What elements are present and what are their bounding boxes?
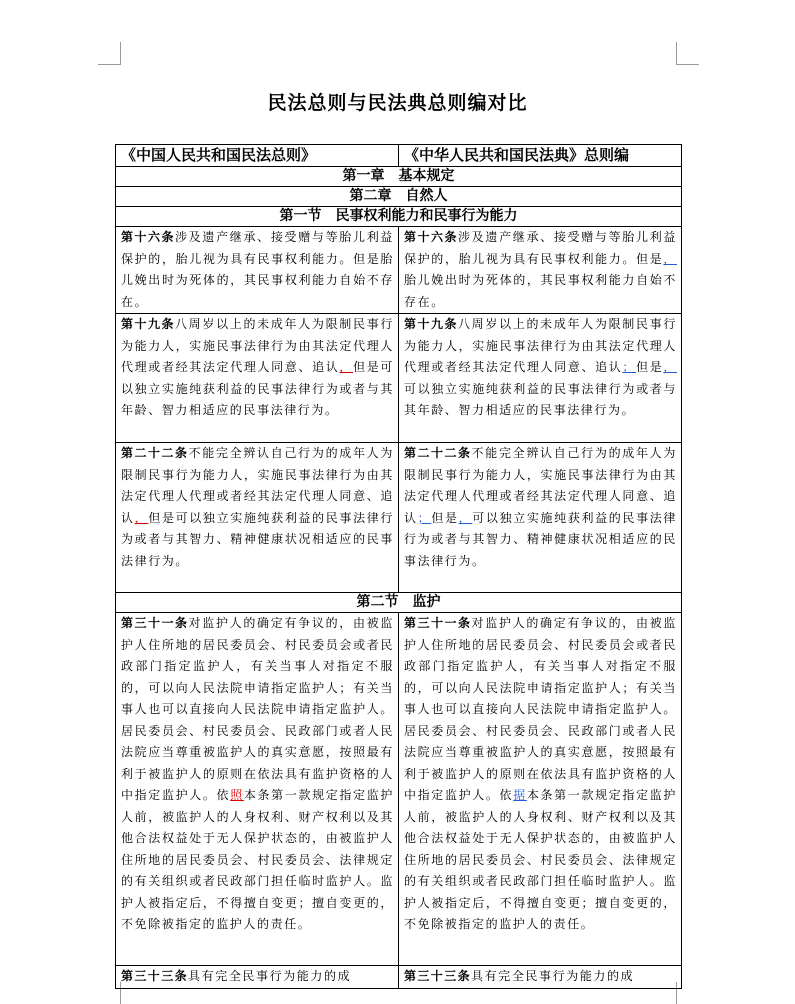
section-row — [116, 593, 682, 613]
header-right: 《中华人民共和国民法典》总则编 — [399, 145, 682, 167]
chapter-row — [116, 167, 682, 187]
article-number: 第十九条 — [404, 317, 458, 331]
article-text: 可以独立实施纯获利益的民事法律行为或者与其年龄、智力相适应的民事法律行为。 — [404, 381, 677, 417]
article-31-left — [116, 613, 399, 966]
article-number: 第十六条 — [404, 230, 458, 244]
article-16-left — [116, 227, 399, 314]
article-text: 但是可以独立实施纯获利益的民事法律行为或者与其年龄、智力相适应的民事法律行为。 — [121, 360, 394, 417]
section-2-heading: 第二节 监护 — [116, 593, 682, 613]
revision-mark: ， — [663, 360, 677, 374]
table-header-row — [116, 145, 682, 167]
article-text: 不能完全辨认自己行为的成年人为限制民事行为能力人，实施民事法律行为由其法定代理人代理或者经其法定代理人同意、追认 — [404, 446, 677, 525]
article-text: 涉及遗产继承、接受赠与等胎儿利益保护的，胎儿视为具有民事权利能力。但是 — [404, 230, 677, 266]
article-row-22 — [116, 443, 682, 593]
document-title: 民法总则与民法典总则编对比 — [267, 92, 528, 114]
article-text: 八周岁以上的未成年人为限制民事行为能力人，实施民事法律行为由其法定代理人代理或者经其法定代理人同意、追认 — [404, 317, 677, 374]
article-row-31 — [116, 613, 682, 966]
article-31-right — [399, 613, 682, 966]
article-text: 但是 — [431, 510, 459, 525]
section-row — [116, 207, 682, 227]
article-text: 对监护人的确定有争议的，由被监护人住所地的居民委员会、村民委员会或者民政部门指定监护人，有关当事人对指定不服的，可以向人民法院申请指定监护人；有关当事人也可以直接向人民法院申请指定监护人。居民委员会、村民委员会、民政部门或者人民法院应当尊重被监护人的真实意愿，按照最有利于被监护人的原则在依法具有监护资格的人中指定监护人。依 — [404, 616, 677, 802]
article-33-left — [116, 966, 399, 989]
article-19-left — [116, 314, 399, 443]
article-number: 第二十二条 — [121, 446, 189, 460]
page-corner-top-right — [676, 42, 699, 65]
header-left: 《中国人民共和国民法总则》 — [116, 145, 399, 167]
article-row-16 — [116, 227, 682, 314]
article-number: 第三十一条 — [121, 616, 189, 630]
article-22-left — [116, 443, 399, 593]
revision-mark: 据 — [513, 788, 527, 802]
article-number: 第十九条 — [121, 317, 175, 331]
article-text: 本条第一款规定指定监护人前，被监护人的人身权利、财产权利以及其他合法权益处于无人保护状态的，由被监护人住所地的居民委员会、村民委员会、法律规定的有关组织或者民政部门担任临时监护人。监护人被指定后，不得擅自变更；擅自变更的，不免除被指定的监护人的责任。 — [404, 788, 677, 931]
chapter-1-heading: 第一章 基本规定 — [116, 167, 682, 187]
page-corner-top-left — [98, 42, 121, 65]
article-number: 第三十三条 — [404, 969, 472, 983]
article-row-19 — [116, 314, 682, 443]
revision-mark: ； — [622, 360, 637, 374]
revision-mark: ， — [134, 510, 149, 525]
article-text: 具有完全民事行为能力的成 — [188, 969, 352, 983]
article-text: 但是 — [636, 360, 664, 374]
article-number: 第二十二条 — [404, 446, 472, 460]
article-text: 涉及遗产继承、接受赠与等胎儿利益保护的，胎儿视为具有民事权利能力。但是胎儿娩出时为死体的，其民事权利能力自始不存在。 — [121, 230, 394, 309]
article-33-right — [399, 966, 682, 989]
article-text: 八周岁以上的未成年人为限制民事行为能力人，实施民事法律行为由其法定代理人代理或者经其法定代理人同意、追认 — [121, 317, 394, 374]
article-number: 第十六条 — [121, 230, 175, 244]
revision-mark: ， — [339, 360, 354, 374]
article-text: 可以独立实施纯获利益的民事法律行为或者与其智力、精神健康状况相适应的民事法律行为。 — [404, 510, 677, 568]
article-text: 本条第一款规定指定监护人前，被监护人的人身权利、财产权利以及其他合法权益处于无人保护状态的，由被监护人住所地的居民委员会、村民委员会、法律规定的有关组织或者民政部门担任临时监护人。监护人被指定后，不得擅自变更；擅自变更的，不免除被指定的监护人的责任。 — [121, 788, 394, 931]
section-1-heading: 第一节 民事权利能力和民事行为能力 — [116, 207, 682, 227]
article-16-right — [399, 227, 682, 314]
article-text: 不能完全辨认自己行为的成年人为限制民事行为能力人，实施民事法律行为由其法定代理人代理或者经其法定代理人同意、追认 — [121, 446, 394, 525]
article-text: 具有完全民事行为能力的成 — [471, 969, 635, 983]
article-text: 对监护人的确定有争议的，由被监护人住所地的居民委员会、村民委员会或者民政部门指定监护人，有关当事人对指定不服的，可以向人民法院申请指定监护人；有关当事人也可以直接向人民法院申请指定监护人。居民委员会、村民委员会、民政部门或者人民法院应当尊重被监护人的真实意愿，按照最有利于被监护人的原则在依法具有监护资格的人中指定监护人。依 — [121, 616, 394, 802]
revision-mark: ， — [663, 251, 677, 266]
revision-mark: ； — [417, 510, 432, 525]
article-text: 胎儿娩出时为死体的，其民事权利能力自始不存在。 — [404, 273, 677, 309]
article-number: 第三十三条 — [121, 969, 189, 983]
chapter-2-heading: 第二章 自然人 — [116, 187, 682, 207]
comparison-table — [115, 144, 682, 989]
article-row-33 — [116, 966, 682, 989]
chapter-row — [116, 187, 682, 207]
revision-mark: ， — [458, 510, 473, 525]
article-22-right — [399, 443, 682, 593]
article-number: 第三十一条 — [404, 616, 472, 630]
article-text: 但是可以独立实施纯获利益的民事法律行为或者与其智力、精神健康状况相适应的民事法律行为。 — [121, 510, 394, 568]
revision-mark: 照 — [230, 788, 244, 802]
article-19-right — [399, 314, 682, 443]
